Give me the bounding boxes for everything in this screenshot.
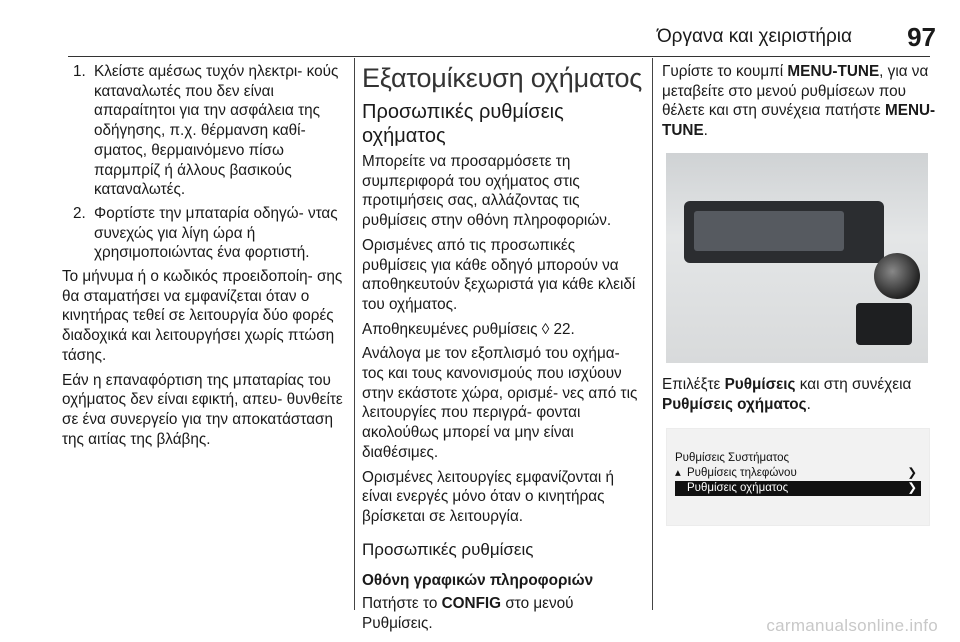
list-item xyxy=(90,62,348,200)
text-run: , για να μεταβείτε στο μενού ρυθμίσεων που θέλετε και στη συνέχεια πατήστε xyxy=(662,63,929,120)
section-heading: Προσωπικές ρυθμίσεις οχήματος xyxy=(362,101,564,147)
paragraph-reference xyxy=(362,320,644,340)
text-run: και στη συνέχεια xyxy=(799,375,912,393)
section-heading: Προσωπικές ρυθμίσεις xyxy=(362,539,534,559)
button-name: MENU-TUNE xyxy=(787,63,880,80)
paragraph xyxy=(662,62,936,141)
dashboard-photo xyxy=(666,153,928,363)
text-run: Πατήστε το xyxy=(362,595,438,613)
menu-row-system xyxy=(675,451,921,466)
text-run: στο μενού Ρυθμίσεις. xyxy=(362,595,574,633)
list-item-text: Κλείστε αμέσως τυχόν ηλεκτρι- κούς καταναλωτές που δεν είναι απαραίτητοι για την ασφάλεια της οδήγησης, π.χ. θέρμανση καθί- σματος, θερμαινόμενο πίσω παρμπρίζ ή άλλους βασικούς καταναλωτές. xyxy=(94,63,339,199)
paragraph: Ανάλογα με τον εξοπλισμό του οχήμα- τος και τους κανονισμούς που ισχύουν στην εκάστοτε χώρα, ορισμέ- νες από τις λειτουργίες που περιγρά- φονται ακολούθως μπορεί να μην είναι διαθέσιμες. xyxy=(362,345,638,461)
menu-name: Ρυθμίσεις xyxy=(724,375,796,393)
paragraph: Εάν η επαναφόρτιση της μπαταρίας του οχήματος δεν είναι εφικτή, απευ- θυνθείτε σε ένα συνεργείο για την αποκατάσταση της αιτίας της βλάβης. xyxy=(62,371,343,448)
menu-name: Ρυθμίσεις οχήματος xyxy=(662,395,807,413)
page-number: 97 xyxy=(907,22,936,52)
button-name: MENU-TUNE xyxy=(662,102,936,140)
text-run: Επιλέξτε xyxy=(662,375,721,393)
paragraph xyxy=(362,594,644,633)
menu-row-label: Ρυθμίσεις τηλεφώνου xyxy=(687,467,797,480)
subsection-heading: Οθόνη γραφικών πληροφοριών xyxy=(362,571,594,589)
paragraph: Ορισμένες λειτουργίες εμφανίζονται ή είναι ενεργές μόνο όταν ο κινητήρας βρίσκεται σε λειτουργία. xyxy=(362,468,615,525)
page-ref-number[interactable]: 22. xyxy=(553,320,575,338)
menu-row-vehicle-selected xyxy=(675,481,921,496)
header-rule xyxy=(68,56,930,57)
text-run: Γυρίστε το κουμπί xyxy=(662,63,784,80)
list-item-text: Φορτίστε την μπαταρία οδηγώ- ντας συνεχώς για λίγη ώρα ή χρησιμοποιώντας ένα φορτιστή. xyxy=(94,204,338,262)
menu-row-label: Ρυθμίσεις οχήματος xyxy=(687,482,789,495)
config-buttons xyxy=(856,303,912,345)
section-title: Όργανα και χειριστήρια xyxy=(656,26,852,47)
scroll-up-icon: ▴ xyxy=(675,467,681,480)
chevron-right-icon: ❯ xyxy=(907,467,917,480)
paragraph: Μπορείτε να προσαρμόσετε τη συμπεριφορά του οχήματος στις προτιμήσεις σας, αλλάζοντας τις ρυθμίσεις στην οθόνη πληροφοριών. xyxy=(362,153,612,230)
column-middle xyxy=(362,62,644,639)
page-header xyxy=(0,22,960,50)
paragraph xyxy=(662,375,936,414)
reference-text: Αποθηκευμένες ρυθμίσεις xyxy=(362,320,538,338)
menu-row-phone xyxy=(675,466,921,481)
column-divider xyxy=(652,58,653,610)
text-run: . xyxy=(703,122,708,140)
paragraph: Ορισμένες από τις προσωπικές ρυθμίσεις για κάθε οδηγό μπορούν να αποθηκευτούν ξεχωριστά για κάθε κλειδί του οχήματος. xyxy=(362,236,636,313)
steps-list xyxy=(76,62,348,263)
page-ref-icon: ◊ xyxy=(541,320,550,338)
text-run: . xyxy=(806,395,811,413)
menu-row-label: Ρυθμίσεις Συστήματος xyxy=(675,452,790,465)
chapter-title: Εξατομίκευση οχήματος xyxy=(362,63,643,93)
column-left xyxy=(62,62,348,454)
watermark: carmanualsonline.info xyxy=(766,616,938,635)
list-item xyxy=(90,204,348,263)
chevron-right-icon: ❯ xyxy=(907,482,917,495)
column-right xyxy=(662,62,936,526)
column-divider xyxy=(354,58,355,610)
button-name: CONFIG xyxy=(441,595,502,613)
display-screen xyxy=(694,211,844,251)
paragraph: Το μήνυμα ή ο κωδικός προειδοποίη- σης θα σταματήσει να εμφανίζεται όταν ο κινητήρας τεθεί σε λειτουργία δύο φορές διαδοχικά και λειτουργήσει χωρίς πτώση τάσης. xyxy=(62,268,343,364)
menu-tune-knob-icon xyxy=(874,253,920,299)
settings-menu-screenshot xyxy=(666,428,930,526)
